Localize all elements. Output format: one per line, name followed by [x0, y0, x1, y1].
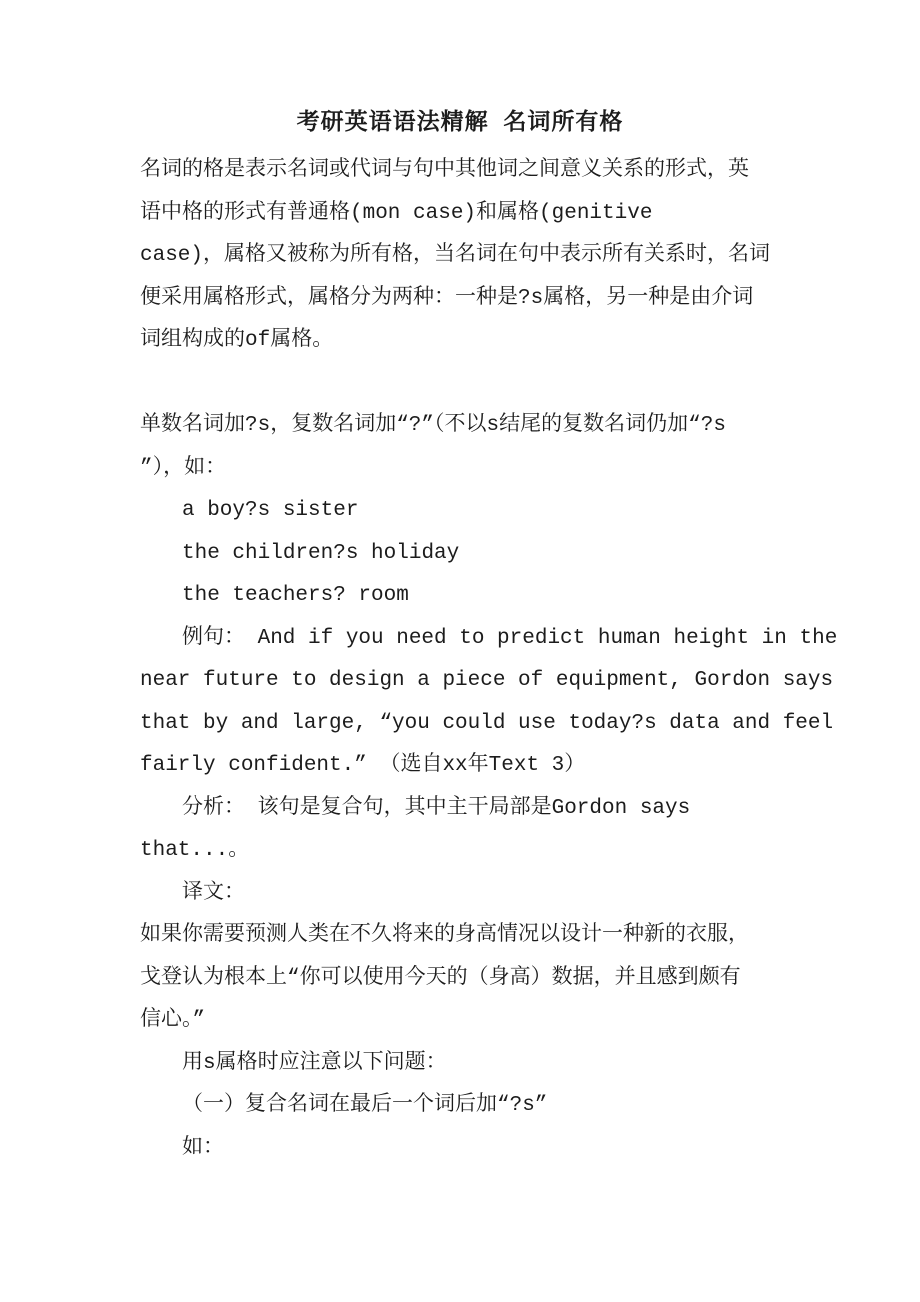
text-line: 语中格的形式有普通格(mon case)和属格(genitive — [140, 201, 653, 225]
text-line: 分析： 该句是复合句，其中主干局部是Gordon says — [182, 796, 691, 820]
example-line: the teachers? room — [182, 584, 409, 607]
text-line: 用s属格时应注意以下问题： — [182, 1051, 447, 1075]
text-line: fairly confident.” （选自xx年Text 3） — [140, 754, 586, 777]
text-line: 如： — [182, 1136, 224, 1160]
text-line: near future to design a piece of equipment, Gordon says — [140, 669, 834, 692]
text-line: 戈登认为根本上“你可以使用今天的（身高）数据，并且感到颇有 — [140, 966, 741, 990]
text-line: 便采用属格形式，属格分为两种：一种是?s属格，另一种是由介词 — [140, 286, 754, 310]
example-line: a boy?s sister — [182, 499, 359, 522]
text-line: 名词的格是表示名词或代词与句中其他词之间意义关系的形式，英 — [140, 159, 749, 182]
text-line: that...。 — [140, 839, 250, 862]
text-line: case)，属格又被称为所有格，当名词在句中表示所有关系时，名词 — [140, 244, 771, 267]
text-line: 信心。” — [140, 1009, 206, 1032]
text-line: 如果你需要预测人类在不久将来的身高情况以设计一种新的衣服， — [140, 924, 749, 947]
text-line: 译文： — [182, 881, 245, 905]
example-line: the children?s holiday — [182, 541, 460, 565]
text-line: 例句： And if you need to predict human height in the — [182, 626, 838, 650]
text-line: ”），如： — [140, 456, 227, 480]
document-title: 考研英语语法精解 名词所有格 — [296, 110, 624, 136]
document-body — [0, 150, 920, 1170]
blank-line — [140, 363, 860, 406]
text-line: 单数名词加?s，复数名词加“?”（不以s结尾的复数名词仍加“?s — [140, 414, 726, 437]
text-line: that by and large, “you could use today?s data and feel — [140, 711, 834, 735]
text-line: 词组构成的of属格。 — [140, 329, 334, 352]
text-line: （一）复合名词在最后一个词后加“?s” — [182, 1094, 548, 1117]
